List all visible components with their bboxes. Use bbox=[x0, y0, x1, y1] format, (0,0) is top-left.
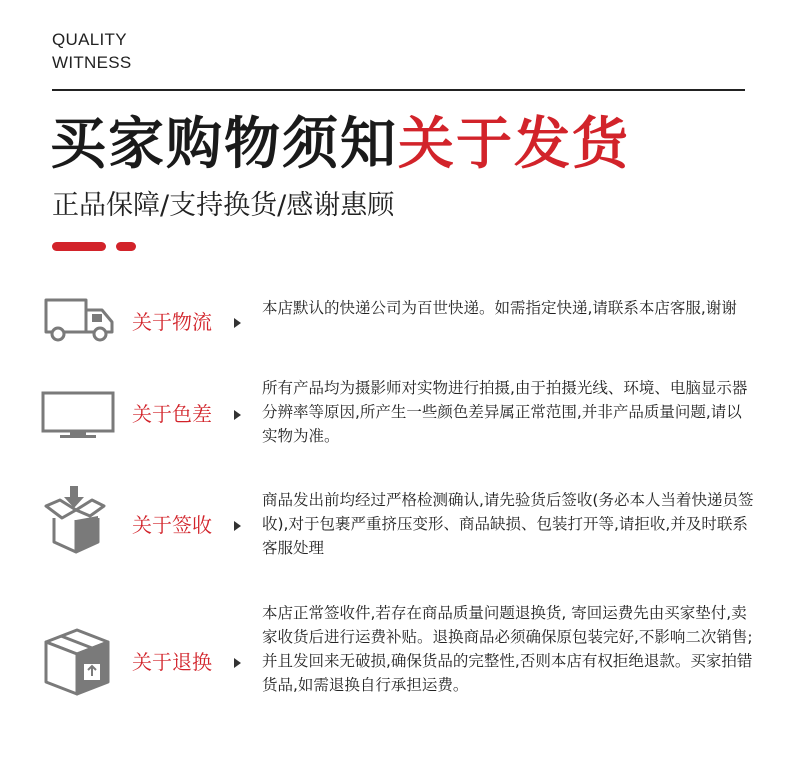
brand-line-1: QUALITY bbox=[52, 30, 127, 49]
open-box-arrow-icon bbox=[40, 484, 110, 554]
section-label: 关于签收 bbox=[132, 513, 212, 537]
section-text: 本店默认的快递公司为百世快递。如需指定快递,请联系本店客服,谢谢 bbox=[262, 299, 737, 317]
title-main: 买家购物须知 bbox=[50, 112, 398, 177]
brand-line-2: WITNESS bbox=[52, 53, 132, 72]
triangle-pointer-icon bbox=[234, 521, 241, 531]
delivery-truck-icon bbox=[40, 296, 118, 342]
accent-bar-short bbox=[116, 242, 136, 251]
triangle-pointer-icon bbox=[234, 318, 241, 328]
section-label: 关于色差 bbox=[132, 402, 212, 426]
return-package-icon bbox=[40, 626, 114, 698]
section-label: 关于退换 bbox=[132, 650, 212, 674]
accent-bar-long bbox=[52, 242, 106, 251]
monitor-icon bbox=[40, 390, 118, 440]
page-title bbox=[50, 110, 630, 180]
triangle-pointer-icon bbox=[234, 658, 241, 668]
brand-logo-text bbox=[52, 28, 132, 74]
section-label: 关于物流 bbox=[132, 310, 212, 334]
page-subtitle: 正品保障/支持换货/感谢惠顾 bbox=[52, 190, 395, 221]
section-text: 商品发出前均经过严格检测确认,请先验货后签收(务必本人当着快递员签收),对于包裹严重挤压变形、商品缺损、包装打开等,请拒收,并及时联系客服处理 bbox=[262, 491, 754, 557]
triangle-pointer-icon bbox=[234, 410, 241, 420]
section-text: 本店正常签收件,若存在商品质量问题退换货, 寄回运费先由买家垫付,卖家收货后进行运费补贴。退换商品必须确保原包装完好,不影响二次销售; 并且发回来无破损,确保货品的完整性,否则本店有权拒绝退款。买家拍错货品,如需退换自行承担运费。 bbox=[262, 604, 753, 694]
section-text: 所有产品均为摄影师对实物进行拍摄,由于拍摄光线、环境、电脑显示器分辨率等原因,所产生一些颜色差异属正常范围,并非产品质量问题,请以实物为准。 bbox=[262, 379, 748, 445]
header-divider bbox=[52, 89, 745, 91]
title-highlight: 关于发货 bbox=[398, 112, 630, 177]
